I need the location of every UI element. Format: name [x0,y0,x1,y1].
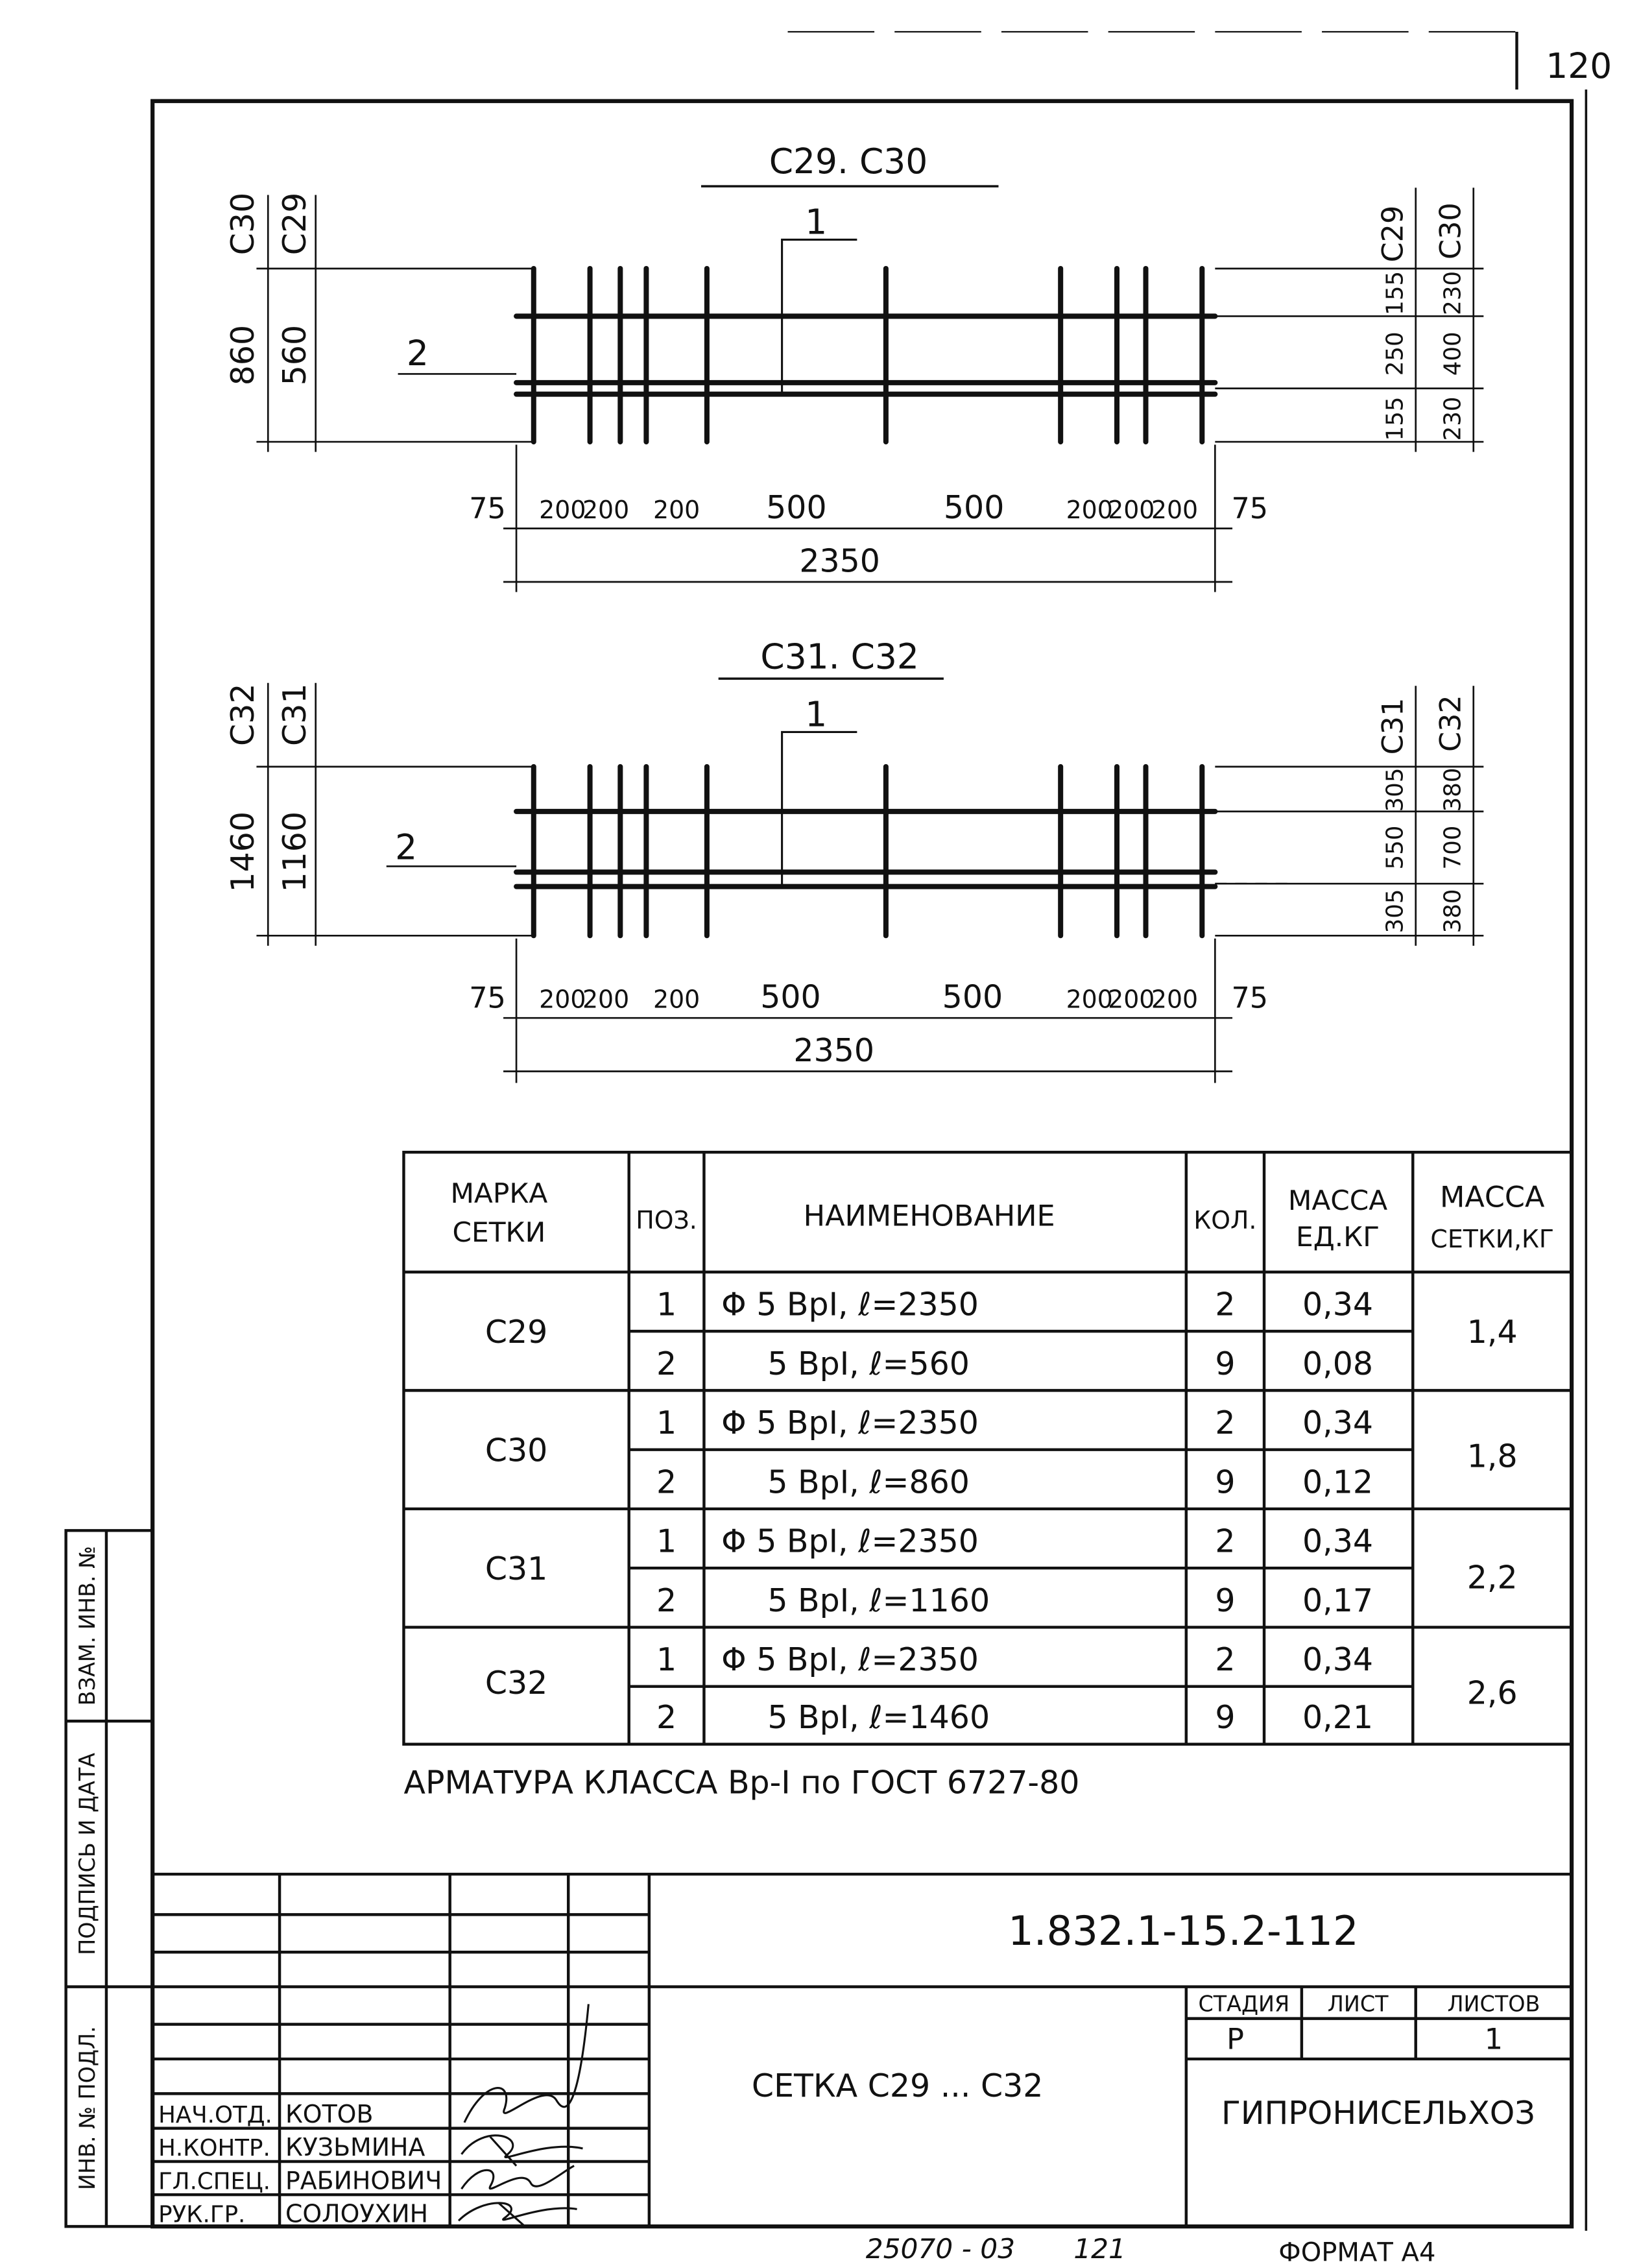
table-cell-qty: 9 [1215,1582,1236,1619]
left-dim-value: 1160 [276,811,314,893]
right-dim-value: 230 [1439,396,1466,441]
table-cell-pos: 1 [656,1523,677,1560]
table-cell-qty: 2 [1215,1523,1236,1560]
reinforcement-note: АРМАТУРА КЛАССА Вр-I по ГОСТ 6727-80 [403,1764,1080,1801]
signature-mark [461,2166,574,2189]
bottom-dim-value: 200 [539,496,586,525]
signer-role: Н.КОНТР. [158,2135,270,2162]
signer-role: ГЛ.СПЕЦ. [158,2168,271,2195]
side-stamp [66,1530,153,2226]
left-label: С30 [224,192,261,256]
sheets-value: 1 [1484,2023,1503,2056]
side-stamp-label: ВЗАМ. ИНВ. № [75,1546,101,1706]
table-cell-mark: С31 [485,1550,548,1587]
bottom-dim-value: 500 [760,978,821,1016]
total-dim-value: 2350 [793,1031,875,1069]
signer-role: РУК.ГР. [158,2201,246,2228]
bottom-dim-value: 200 [1066,985,1113,1014]
title-block [152,1874,1572,2228]
bottom-dim-value: 200 [1108,496,1155,525]
table-cell-pos: 2 [656,1345,677,1382]
table-cell-pos: 1 [656,1286,677,1323]
table-cell-mass: 0,08 [1302,1345,1374,1382]
table-cell-pos: 1 [656,1641,677,1679]
signer-name: КОТОВ [285,2099,374,2128]
specification-table [403,1152,1572,1744]
drawing-title: С29. С30 [769,141,928,182]
table-cell-net-mass: 2,2 [1466,1559,1518,1596]
table-cell-pos: 2 [656,1582,677,1619]
left-dim-value: 1460 [224,811,261,893]
table-cell-mark: С29 [485,1313,548,1351]
callout-2: 2 [395,826,418,868]
sheet-name: СЕТКА С29 ... С32 [751,2067,1044,2104]
right-dim-value: 550 [1382,825,1409,870]
right-label: С31 [1376,697,1410,755]
table-cell-net-mass: 2,6 [1466,1674,1518,1712]
signer-name: РАБИНОВИЧ [285,2166,442,2195]
right-label: С30 [1434,202,1468,259]
document-code: 1.832.1-15.2-112 [1008,1907,1359,1955]
right-label: С29 [1376,205,1410,263]
left-label: С31 [276,683,314,746]
footer-number: 25070 - 03 [865,2233,1016,2264]
bottom-dim-value: 200 [582,496,630,525]
stage-value: Р [1227,2023,1244,2056]
table-cell-name: 5 ВрI, ℓ=560 [767,1345,970,1382]
header-unit-mass: ЕД.КГ [1296,1220,1380,1253]
bottom-dim-value: 200 [1066,496,1113,525]
organization-name: ГИПРОНИСЕЛЬХОЗ [1221,2095,1535,2132]
bottom-dim-value: 75 [1231,981,1269,1015]
header-mark: СЕТКИ [452,1216,546,1249]
bottom-dim-value: 200 [1108,985,1155,1014]
signer-name: СОЛОУХИН [285,2199,429,2228]
right-dim-value: 400 [1439,331,1466,376]
side-stamp-label: ПОДПИСЬ И ДАТА [75,1752,101,1955]
right-dim-value: 380 [1439,767,1466,812]
left-label: С29 [276,192,314,256]
table-cell-net-mass: 1,8 [1466,1438,1518,1475]
bottom-dim-value: 500 [943,489,1005,527]
bottom-dim-value: 200 [653,985,700,1014]
signer-name: КУЗЬМИНА [285,2133,425,2162]
table-cell-mass: 0,34 [1302,1404,1374,1442]
right-dim-value: 305 [1382,767,1409,812]
header-qty: КОЛ. [1193,1206,1257,1235]
total-dim-value: 2350 [799,542,880,580]
table-cell-name: 5 ВрI, ℓ=1460 [767,1699,990,1737]
right-label: С32 [1434,695,1468,752]
table-cell-qty: 2 [1215,1286,1236,1323]
stage-label: СТАДИЯ [1198,1991,1290,2017]
table-cell-name: 5 ВрI, ℓ=1160 [767,1582,990,1619]
footer-page: 121 [1073,2233,1126,2264]
table-cell-pos: 2 [656,1463,677,1501]
table-cell-name: Φ 5 ВрI, ℓ=2350 [721,1641,979,1679]
table-cell-name: Φ 5 ВрI, ℓ=2350 [721,1523,979,1560]
table-cell-mass: 0,17 [1302,1582,1374,1619]
signer-role: НАЧ.ОТД. [158,2101,272,2128]
signature-mark [459,2203,577,2226]
table-cell-pos: 2 [656,1699,677,1737]
bottom-dim-value: 200 [1151,496,1199,525]
table-cell-name: Φ 5 ВрI, ℓ=2350 [721,1286,979,1323]
right-dim-value: 700 [1439,825,1466,870]
header-net-mass: СЕТКИ,КГ [1430,1225,1554,1254]
table-cell-mark: С32 [485,1664,548,1702]
sheet-frame [152,101,1572,2226]
right-dim-value: 250 [1382,331,1409,376]
drawing-title: С31. С32 [760,636,919,677]
drawing-c31-c32 [224,636,1483,1083]
table-cell-qty: 2 [1215,1404,1236,1442]
right-dim-value: 155 [1382,396,1409,441]
right-dim-value: 155 [1382,271,1409,315]
header-mark: МАРКА [450,1177,548,1210]
table-cell-qty: 9 [1215,1463,1236,1501]
format-label: ФОРМАТ А4 [1278,2237,1436,2264]
table-cell-qty: 2 [1215,1641,1236,1679]
right-dim-value: 380 [1439,889,1466,933]
table-cell-mass: 0,34 [1302,1641,1374,1679]
header-pos: ПОЗ. [636,1206,697,1235]
table-cell-name: 5 ВрI, ℓ=860 [767,1463,970,1501]
callout-1: 1 [805,693,828,735]
bottom-dim-value: 75 [1231,492,1269,526]
sheets-label: ЛИСТОВ [1447,1991,1540,2017]
side-stamp-label: ИНВ. № ПОДЛ. [75,2026,101,2190]
header-net-mass: МАССА [1439,1181,1545,1214]
bottom-dim-value: 75 [469,492,506,526]
callout-2: 2 [406,333,429,374]
bottom-dim-value: 500 [766,489,827,527]
right-dim-value: 230 [1439,271,1466,315]
left-label: С32 [224,683,261,746]
bottom-dim-value: 200 [582,985,630,1014]
table-cell-name: Φ 5 ВрI, ℓ=2350 [721,1404,979,1442]
table-cell-net-mass: 1,4 [1466,1313,1518,1351]
bottom-dim-value: 500 [942,978,1003,1016]
table-cell-mass: 0,21 [1302,1699,1374,1737]
table-cell-pos: 1 [656,1404,677,1442]
page-number: 120 [1546,45,1612,87]
signature-mark [464,2004,588,2123]
callout-1: 1 [805,201,828,243]
table-cell-qty: 9 [1215,1345,1236,1382]
table-cell-qty: 9 [1215,1699,1236,1737]
bottom-dim-value: 75 [469,981,506,1015]
right-dim-value: 305 [1382,889,1409,933]
left-dim-value: 560 [276,324,314,386]
drawing-c29-c30 [224,141,1483,592]
left-dim-value: 860 [224,324,261,386]
bottom-dim-value: 200 [653,496,700,525]
table-cell-mark: С30 [485,1432,548,1469]
table-cell-mass: 0,12 [1302,1463,1374,1501]
header-unit-mass: МАССА [1287,1185,1388,1217]
header-name: НАИМЕНОВАНИЕ [803,1199,1055,1233]
table-cell-mass: 0,34 [1302,1523,1374,1560]
table-cell-mass: 0,34 [1302,1286,1374,1323]
bottom-dim-value: 200 [539,985,586,1014]
bottom-dim-value: 200 [1151,985,1199,1014]
sheet-label: ЛИСТ [1327,1991,1389,2017]
